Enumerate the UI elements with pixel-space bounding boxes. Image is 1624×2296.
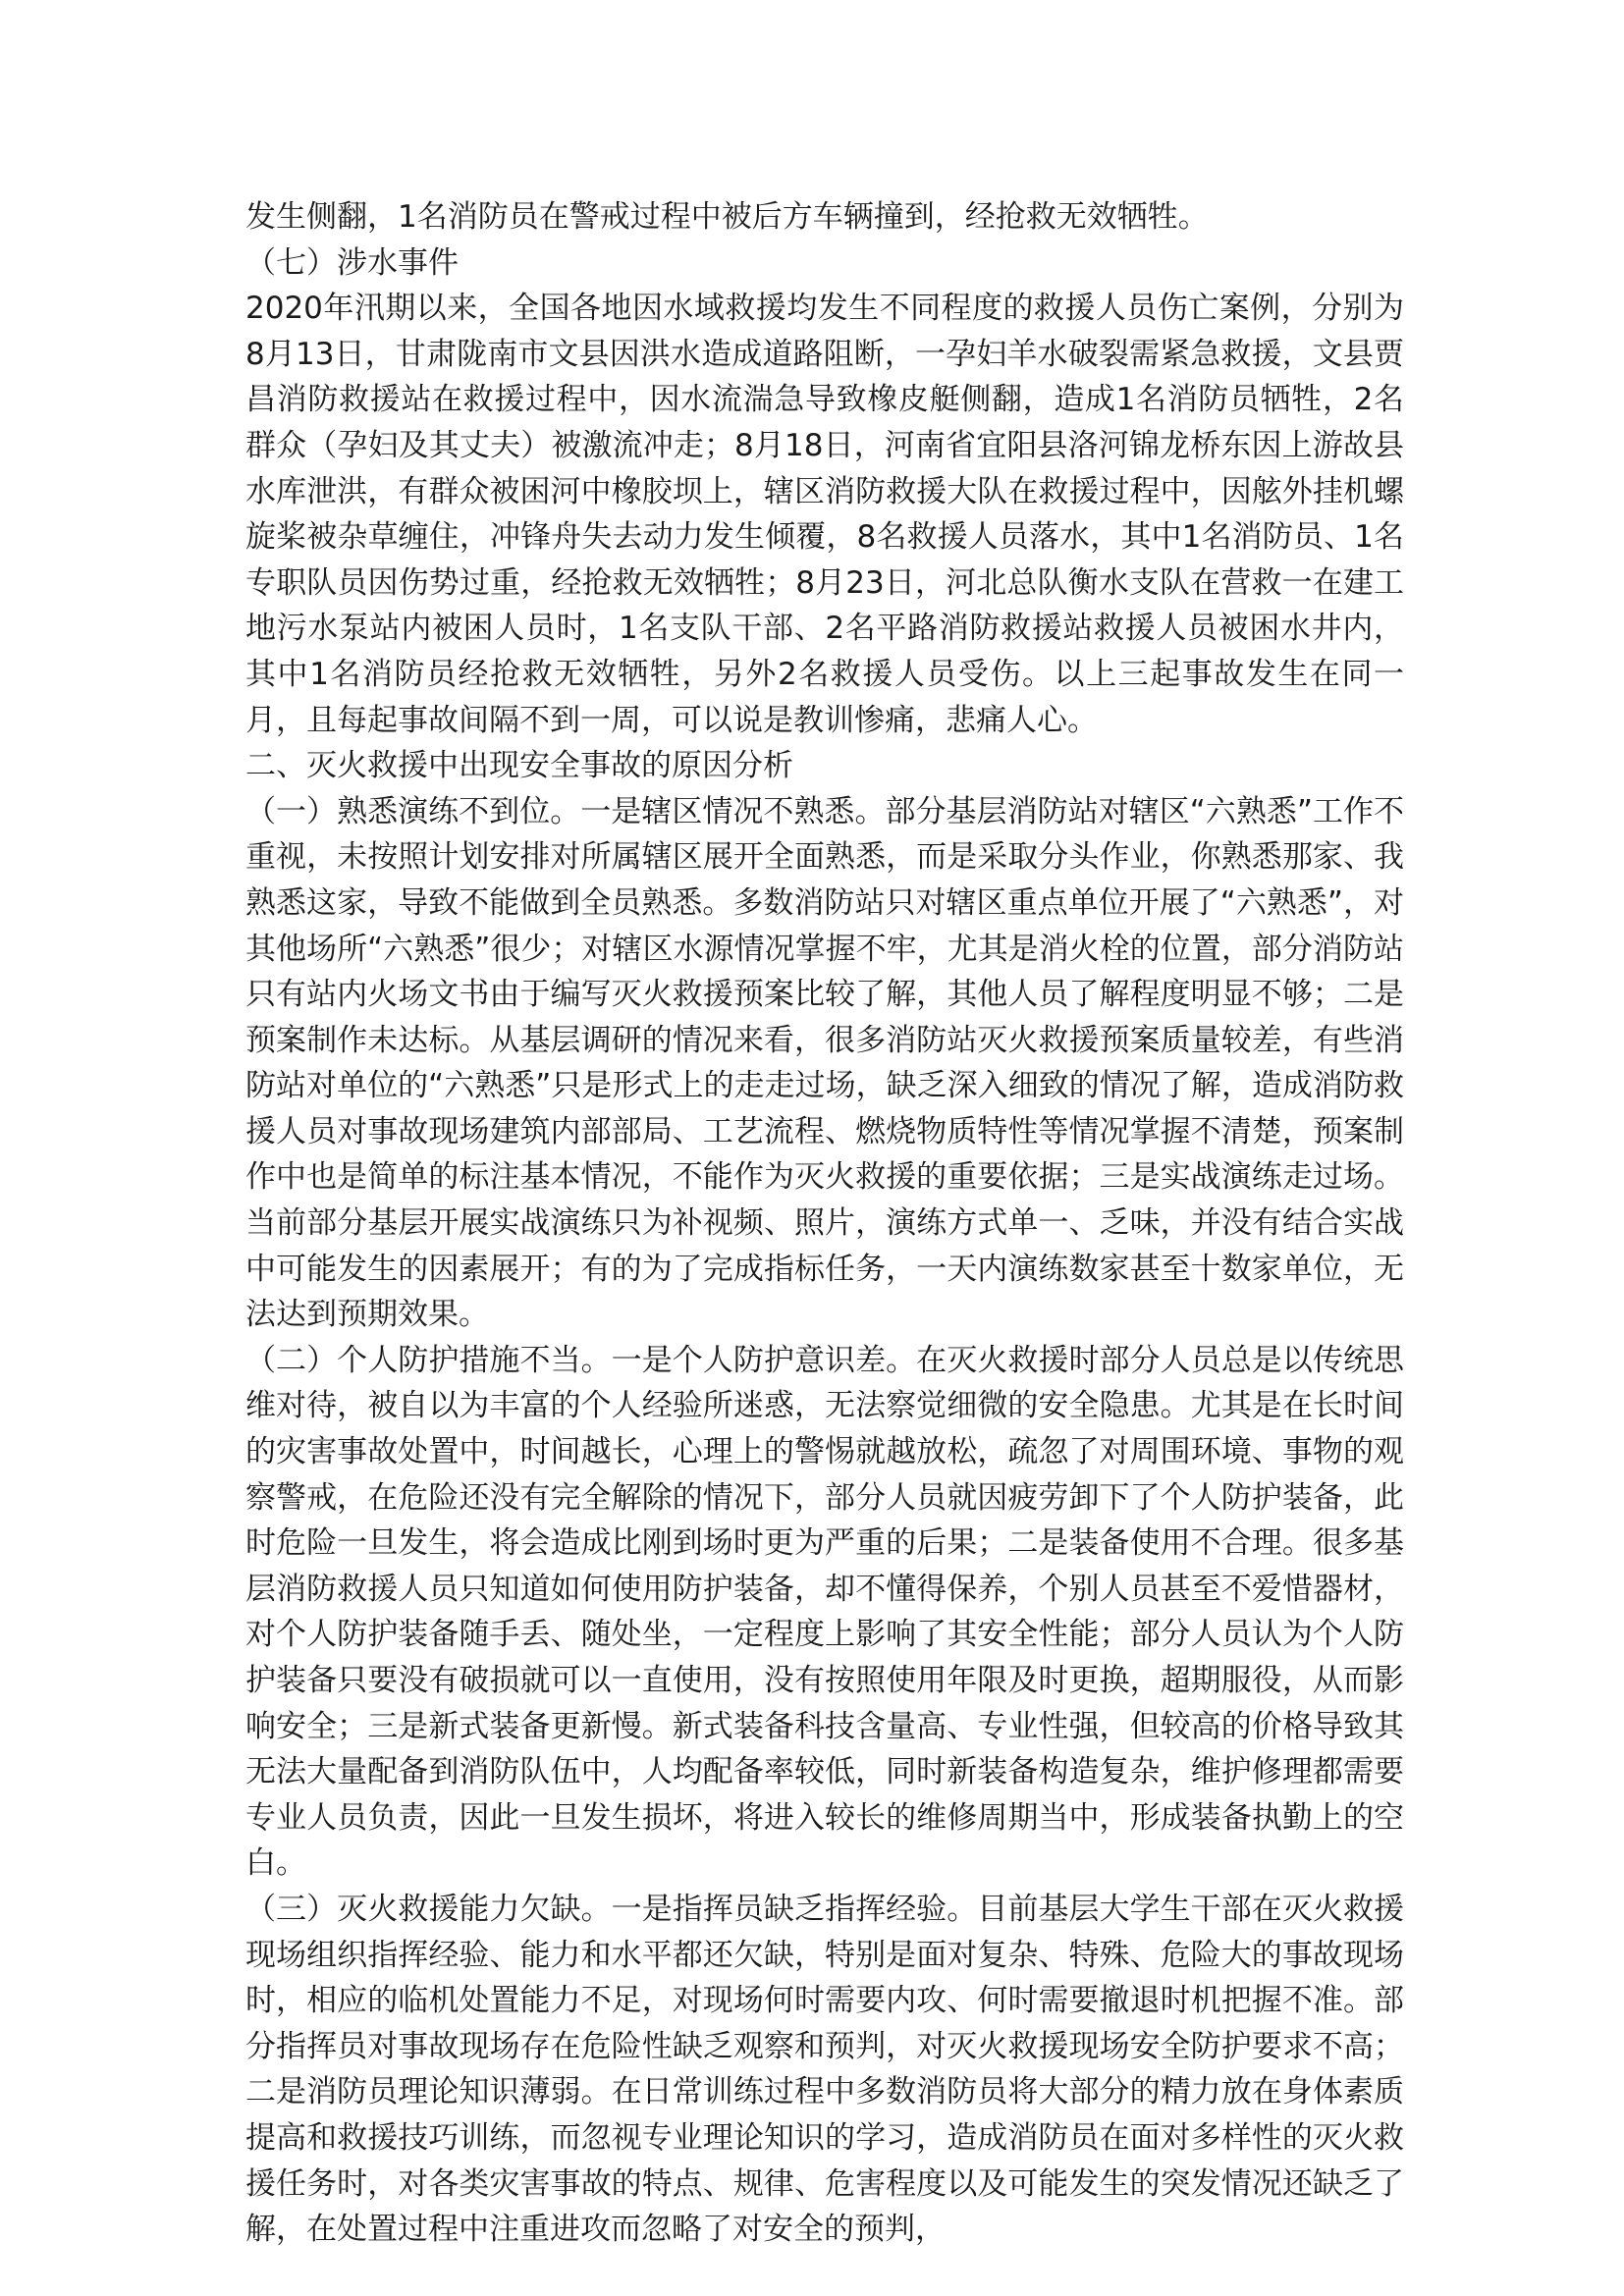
section-heading-wading-incidents: （七）涉水事件 (245, 244, 459, 281)
paragraph-wading-cases: 2020年汛期以来，全国各地因水域救援均发生不同程度的救援人员伤亡案例，分别为8月13日，甘肃陇南市文县因洪水造成道路阻断，一孕妇羊水破裂需紧急救援，文县贾昌消防救援站在救援过程中，因水流湍急导致橡皮艇侧翻，造成1名消防员牺牲，2名群众（孕妇及其丈夫）被激流冲走；8月18日，河南省宜阳县洛河锦龙桥东因上游故县水库泄洪，有群众被困河中橡胶坝上，辖区消防救援大队在救援过程中，因舷外挂机螺旋桨被杂草缠住，冲锋舟失去动力发生倾覆，8名救援人员落水，其中1名消防员、1名专职队员因伤势过重，经抢救无效牺牲；8月23日，河北总队衡水支队在营救一在建工地污水泵站内被困人员时，1名支队干部、2名平路消防救援站救援人员被困水井内，其中1名消防员经抢救无效牺牲，另外2名救援人员受伤。以上三起事故发生在同一月，且每起事故间隔不到一周，可以说是教训惨痛，悲痛人心。 (245, 291, 1404, 738)
paragraph-rescue-capability: （三）灭火救援能力欠缺。一是指挥员缺乏指挥经验。目前基层大学生干部在灭火救援现场组织指挥经验、能力和水平都还欠缺，特别是面对复杂、特殊、危险大的事故现场时，相应的临机处置能力不足，对现场何时需要内攻、何时需要撤退时机把握不准。部分指挥员对事故现场存在危险性缺乏观察和预判，对灭火救援现场安全防护要求不高；二是消防员理论知识薄弱。在日常训练过程中多数消防员将大部分的精力放在身体素质提高和救援技巧训练，而忽视专业理论知识的学习，造成消防员在面对多样性的灭火救援任务时，对各类灾害事故的特点、规律、危害程度以及可能发生的突发情况还缺乏了解，在处置过程中注重进攻而忽略了对安全的预判， (245, 1891, 1404, 2248)
paragraph-continuation: 发生侧翻，1名消防员在警戒过程中被后方车辆撞到，经抢救无效牺牲。 (245, 199, 1209, 235)
document-page (245, 194, 1404, 2253)
chapter-heading-cause-analysis: 二、灭火救援中出现安全事故的原因分析 (245, 748, 793, 784)
paragraph-personal-protection: （二）个人防护措施不当。一是个人防护意识差。在灭火救援时部分人员总是以传统思维对待，被自以为丰富的个人经验所迷惑，无法察觉细微的安全隐患。尤其是在长时间的灾害事故处置中，时间越长，心理上的警惕就越放松，疏忽了对周围环境、事物的观察警戒，在危险还没有完全解除的情况下，部分人员就因疲劳卸下了个人防护装备，此时危险一旦发生，将会造成比刚到场时更为严重的后果；二是装备使用不合理。很多基层消防救援人员只知道如何使用防护装备，却不懂得保养，个别人员甚至不爱惜器材，对个人防护装备随手丢、随处坐，一定程度上影响了其安全性能；部分人员认为个人防护装备只要没有破损就可以一直使用，没有按照使用年限及时更换，超期服役，从而影响安全；三是新式装备更新慢。新式装备科技含量高、专业性强，但较高的价格导致其无法大量配备到消防队伍中，人均配备率较低，同时新装备构造复杂，维护修理都需要专业人员负责，因此一旦发生损坏，将进入较长的维修周期当中，形成装备执勤上的空白。 (245, 1342, 1404, 1882)
paragraph-familiarization-drills: （一）熟悉演练不到位。一是辖区情况不熟悉。部分基层消防站对辖区“六熟悉”工作不重视，未按照计划安排对所属辖区展开全面熟悉，而是采取分头作业，你熟悉那家、我熟悉这家，导致不能做到全员熟悉。多数消防站只对辖区重点单位开展了“六熟悉”，对其他场所“六熟悉”很少；对辖区水源情况掌握不牢，尤其是消火栓的位置，部分消防站只有站内火场文书由于编写灭火救援预案比较了解，其他人员了解程度明显不够；二是预案制作未达标。从基层调研的情况来看，很多消防站灭火救援预案质量较差，有些消防站对单位的“六熟悉”只是形式上的走走过场，缺乏深入细致的情况了解，造成消防救援人员对事故现场建筑内部部局、工艺流程、燃烧物质特性等情况掌握不清楚，预案制作中也是简单的标注基本情况，不能作为灭火救援的重要依据；三是实战演练走过场。当前部分基层开展实战演练只为补视频、照片，演练方式单一、乏味，并没有结合实战中可能发生的因素展开；有的为了完成指标任务，一天内演练数家甚至十数家单位，无法达到预期效果。 (245, 793, 1404, 1333)
